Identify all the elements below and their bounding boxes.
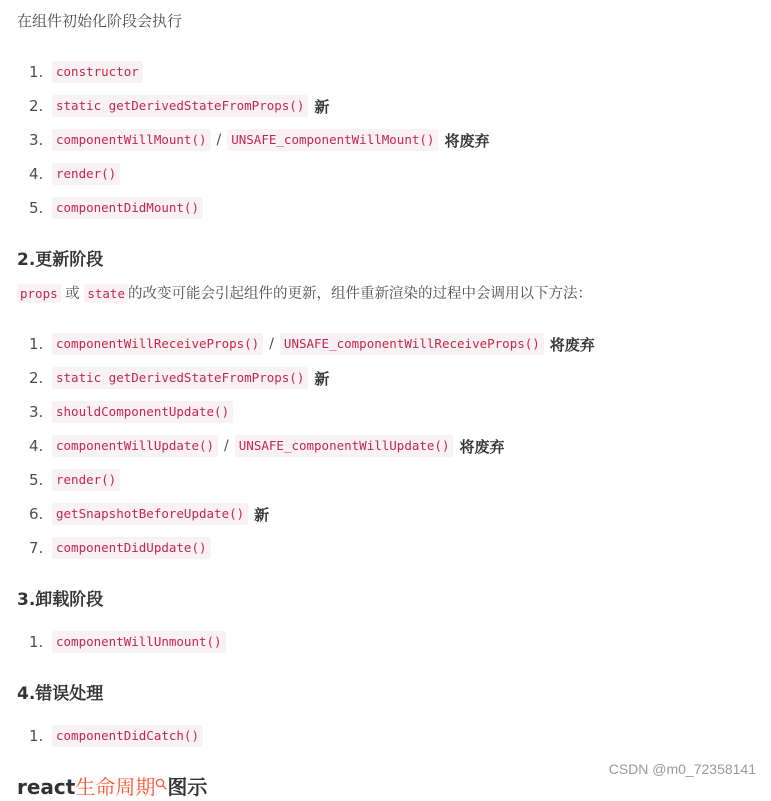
code-snippet: componentDidMount() bbox=[52, 197, 203, 219]
lifecycle-link[interactable]: 生命周期 bbox=[75, 775, 156, 799]
list-number: 2. bbox=[29, 369, 44, 387]
list-number: 4. bbox=[29, 165, 44, 183]
intro-text: 在组件初始化阶段会执行 bbox=[17, 12, 183, 30]
section-heading-unmount: 3.卸载阶段 bbox=[17, 590, 104, 610]
list-number: 5. bbox=[29, 471, 44, 489]
list-number: 3. bbox=[29, 403, 44, 421]
search-icon[interactable] bbox=[155, 769, 167, 781]
new-tag: 新 bbox=[254, 505, 270, 524]
mount-phase-list bbox=[17, 55, 489, 225]
code-snippet: static getDerivedStateFromProps() bbox=[52, 95, 308, 117]
list-number: 1. bbox=[29, 727, 44, 745]
section-heading-diagram bbox=[17, 773, 207, 801]
code-snippet: getSnapshotBeforeUpdate() bbox=[52, 503, 248, 525]
code-snippet: UNSAFE_componentWillReceiveProps() bbox=[280, 333, 544, 355]
list-item bbox=[17, 327, 595, 361]
section-heading-update: 2.更新阶段 bbox=[17, 250, 104, 270]
error-phase-list bbox=[17, 719, 203, 753]
list-item bbox=[17, 191, 489, 225]
deprecated-tag: 将废弃 bbox=[459, 437, 505, 456]
list-item bbox=[17, 89, 489, 123]
separator: / bbox=[224, 438, 229, 454]
deprecated-tag: 将废弃 bbox=[549, 335, 595, 354]
list-item bbox=[17, 361, 595, 395]
list-number: 6. bbox=[29, 505, 44, 523]
list-number: 3. bbox=[29, 131, 44, 149]
list-item bbox=[17, 497, 595, 531]
heading-prefix: react bbox=[17, 775, 76, 799]
code-snippet: render() bbox=[52, 469, 120, 491]
list-number: 4. bbox=[29, 437, 44, 455]
code-snippet: static getDerivedStateFromProps() bbox=[52, 367, 308, 389]
list-item bbox=[17, 625, 226, 659]
list-item bbox=[17, 719, 203, 753]
list-item bbox=[17, 395, 595, 429]
code-snippet: props bbox=[17, 284, 61, 303]
new-tag: 新 bbox=[314, 369, 330, 388]
list-item bbox=[17, 531, 595, 565]
section-heading-error: 4.错误处理 bbox=[17, 684, 104, 704]
update-phase-list bbox=[17, 327, 595, 565]
code-snippet: UNSAFE_componentWillUpdate() bbox=[235, 435, 454, 457]
code-snippet: componentWillMount() bbox=[52, 129, 211, 151]
new-tag: 新 bbox=[314, 97, 330, 116]
list-number: 7. bbox=[29, 539, 44, 557]
list-number: 5. bbox=[29, 199, 44, 217]
list-item bbox=[17, 429, 595, 463]
code-snippet: render() bbox=[52, 163, 120, 185]
csdn-watermark: CSDN @m0_72358141 bbox=[608, 761, 756, 777]
update-description bbox=[17, 283, 592, 305]
code-snippet: componentWillReceiveProps() bbox=[52, 333, 263, 355]
unmount-phase-list bbox=[17, 625, 226, 659]
separator: / bbox=[269, 336, 274, 352]
separator: / bbox=[216, 132, 222, 148]
list-item bbox=[17, 55, 489, 89]
deprecated-tag: 将废弃 bbox=[444, 131, 490, 150]
code-snippet: constructor bbox=[52, 61, 143, 83]
list-item bbox=[17, 123, 489, 157]
list-number: 1. bbox=[29, 63, 44, 81]
code-snippet: state bbox=[84, 284, 128, 303]
list-item bbox=[17, 157, 489, 191]
code-snippet: componentWillUpdate() bbox=[52, 435, 218, 457]
heading-suffix: 图示 bbox=[167, 775, 208, 799]
para-text: 或 bbox=[65, 286, 80, 302]
code-snippet: shouldComponentUpdate() bbox=[52, 401, 233, 423]
para-text: 的改变可能会引起组件的更新，组件重新渲染的过程中会调用以下方法： bbox=[128, 286, 592, 302]
list-number: 1. bbox=[29, 335, 44, 353]
code-snippet: componentWillUnmount() bbox=[52, 631, 226, 653]
code-snippet: componentDidUpdate() bbox=[52, 537, 211, 559]
code-snippet: UNSAFE_componentWillMount() bbox=[227, 129, 438, 151]
list-number: 1. bbox=[29, 633, 44, 651]
list-number: 2. bbox=[29, 97, 44, 115]
list-item bbox=[17, 463, 595, 497]
code-snippet: componentDidCatch() bbox=[52, 725, 203, 747]
